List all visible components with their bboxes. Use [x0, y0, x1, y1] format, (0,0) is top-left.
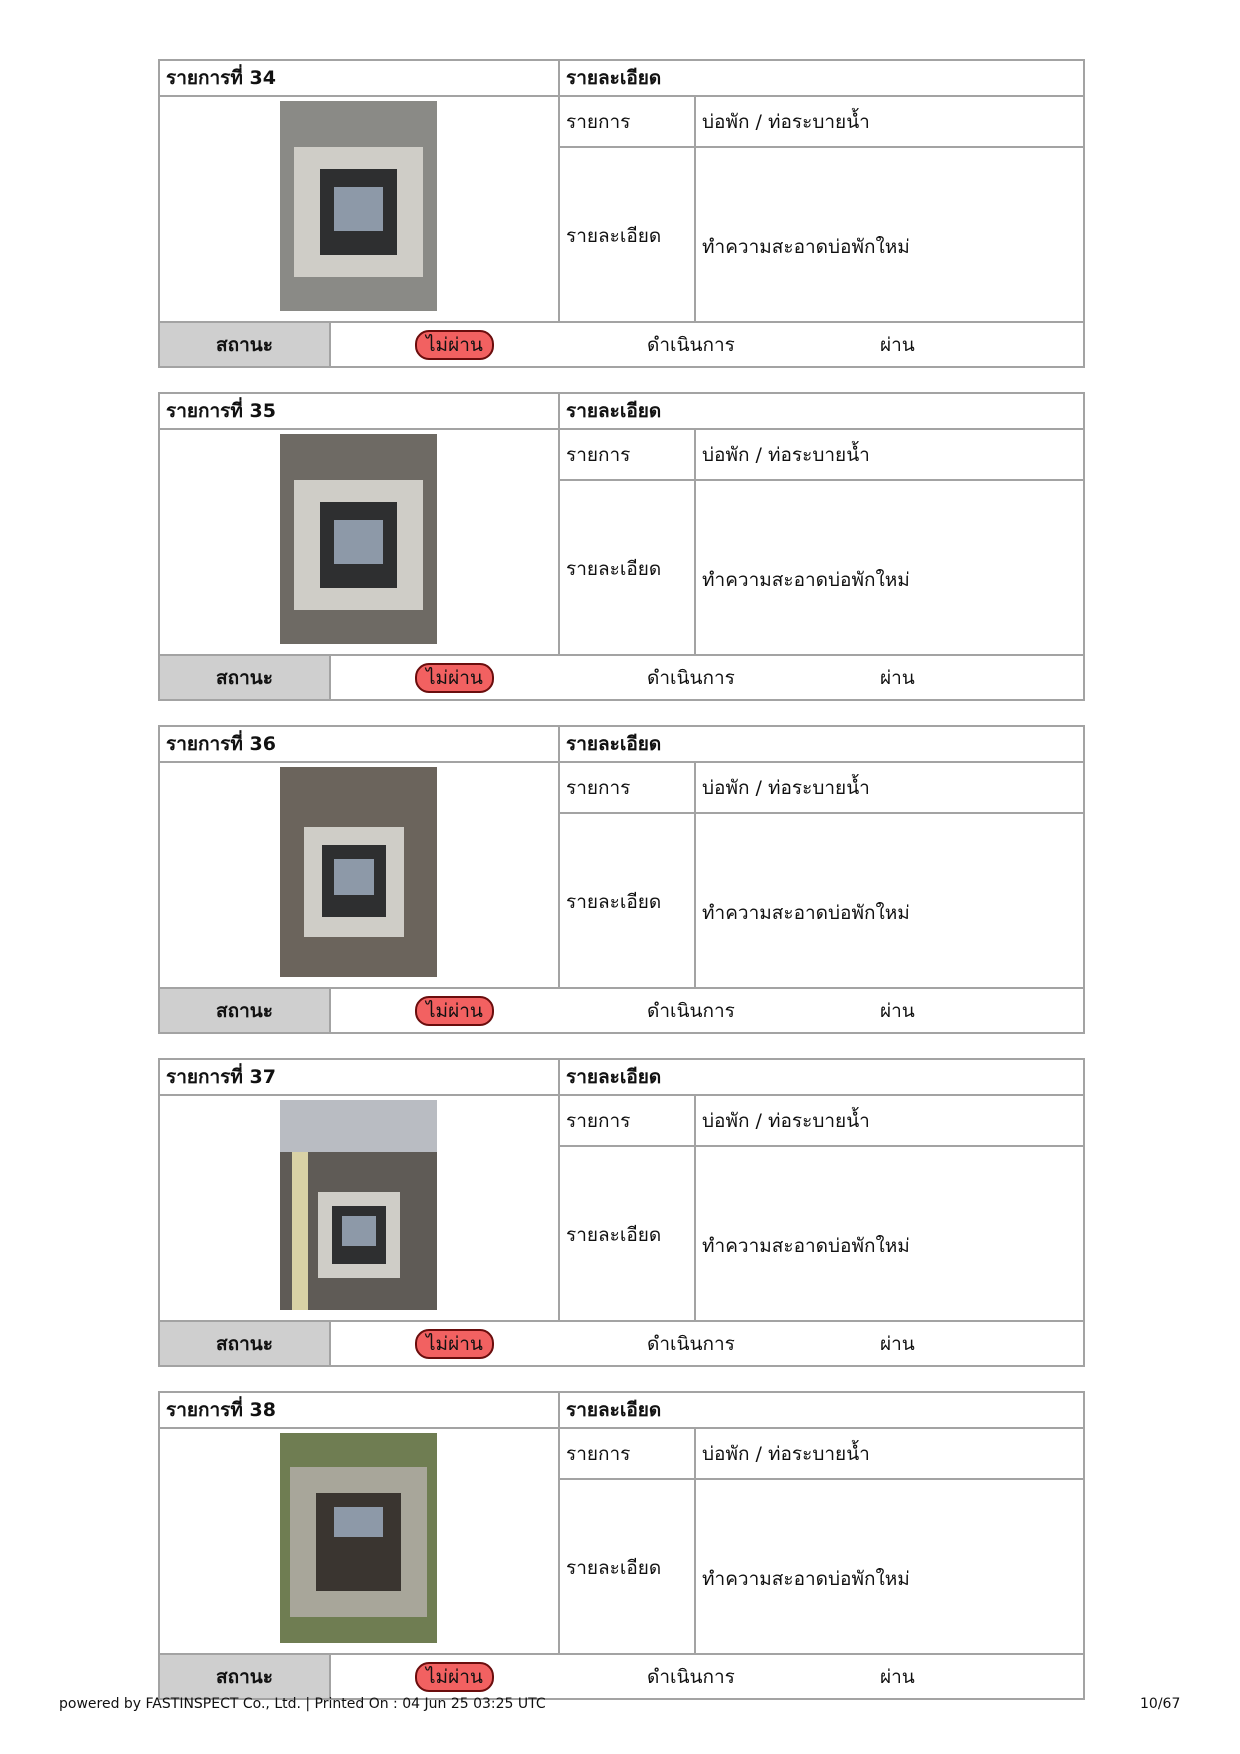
- detail-value: ทำความสะอาดบ่อพักใหม่: [702, 568, 910, 591]
- status-in-progress-option: ดำเนินการ: [647, 1665, 735, 1688]
- item-label: รายการ: [566, 1442, 631, 1465]
- status-fail-badge: ไม่ผ่าน: [415, 663, 494, 693]
- status-label: สถานะ: [160, 323, 329, 366]
- page-number: 10/67: [1140, 1696, 1181, 1712]
- item-value: บ่อพัก / ท่อระบายน้ำ: [702, 110, 870, 133]
- status-fail-option: [415, 1655, 494, 1698]
- item-title: รายการที่ 35: [166, 400, 276, 422]
- status-fail-option: [415, 656, 494, 699]
- status-row: [160, 1322, 1083, 1365]
- detail-header: รายละเอียด: [566, 1066, 662, 1088]
- detail-label: รายละเอียด: [566, 1223, 662, 1246]
- status-fail-badge: ไม่ผ่าน: [415, 996, 494, 1026]
- inspection-card: [158, 725, 1085, 1034]
- status-fail-option: [415, 1322, 494, 1365]
- status-label: สถานะ: [160, 1655, 329, 1698]
- status-fail-badge: ไม่ผ่าน: [415, 1662, 494, 1692]
- status-in-progress-option: ดำเนินการ: [647, 1332, 735, 1355]
- status-fail-badge: ไม่ผ่าน: [415, 1329, 494, 1359]
- status-row: [160, 989, 1083, 1032]
- status-row: [160, 323, 1083, 366]
- status-label: สถานะ: [160, 1322, 329, 1365]
- detail-header: รายละเอียด: [566, 67, 662, 89]
- item-value: บ่อพัก / ท่อระบายน้ำ: [702, 443, 870, 466]
- status-fail-badge: ไม่ผ่าน: [415, 330, 494, 360]
- item-value: บ่อพัก / ท่อระบายน้ำ: [702, 1109, 870, 1132]
- detail-label: รายละเอียด: [566, 1556, 662, 1579]
- item-label: รายการ: [566, 1109, 631, 1132]
- status-fail-option: [415, 323, 494, 366]
- detail-label: รายละเอียด: [566, 890, 662, 913]
- status-fail-option: [415, 989, 494, 1032]
- status-row: [160, 1655, 1083, 1698]
- item-value: บ่อพัก / ท่อระบายน้ำ: [702, 1442, 870, 1465]
- inspection-card: [158, 1058, 1085, 1367]
- status-in-progress-option: ดำเนินการ: [647, 333, 735, 356]
- footer-printed-info: powered by FASTINSPECT Co., Ltd. | Printed On : 04 Jun 25 03:25 UTC: [59, 1696, 546, 1712]
- status-pass-option: ผ่าน: [880, 333, 915, 356]
- status-label: สถานะ: [160, 656, 329, 699]
- inspection-photo: [280, 1433, 437, 1643]
- detail-value: ทำความสะอาดบ่อพักใหม่: [702, 1234, 910, 1257]
- status-pass-option: ผ่าน: [880, 1665, 915, 1688]
- detail-header: รายละเอียด: [566, 733, 662, 755]
- detail-header: รายละเอียด: [566, 1399, 662, 1421]
- item-title: รายการที่ 38: [166, 1399, 276, 1421]
- inspection-card: [158, 392, 1085, 701]
- inspection-card: [158, 59, 1085, 368]
- status-pass-option: ผ่าน: [880, 666, 915, 689]
- item-title: รายการที่ 36: [166, 733, 276, 755]
- inspection-photo: [280, 101, 437, 311]
- status-row: [160, 656, 1083, 699]
- detail-value: ทำความสะอาดบ่อพักใหม่: [702, 235, 910, 258]
- status-pass-option: ผ่าน: [880, 999, 915, 1022]
- status-in-progress-option: ดำเนินการ: [647, 999, 735, 1022]
- item-label: รายการ: [566, 443, 631, 466]
- inspection-photo: [280, 767, 437, 977]
- status-label: สถานะ: [160, 989, 329, 1032]
- inspection-card: [158, 1391, 1085, 1700]
- item-value: บ่อพัก / ท่อระบายน้ำ: [702, 776, 870, 799]
- detail-label: รายละเอียด: [566, 557, 662, 580]
- detail-value: ทำความสะอาดบ่อพักใหม่: [702, 901, 910, 924]
- status-pass-option: ผ่าน: [880, 1332, 915, 1355]
- inspection-photo: [280, 434, 437, 644]
- item-label: รายการ: [566, 776, 631, 799]
- item-title: รายการที่ 34: [166, 67, 276, 89]
- item-label: รายการ: [566, 110, 631, 133]
- item-title: รายการที่ 37: [166, 1066, 276, 1088]
- detail-value: ทำความสะอาดบ่อพักใหม่: [702, 1567, 910, 1590]
- detail-label: รายละเอียด: [566, 224, 662, 247]
- detail-header: รายละเอียด: [566, 400, 662, 422]
- inspection-photo: [280, 1100, 437, 1310]
- status-in-progress-option: ดำเนินการ: [647, 666, 735, 689]
